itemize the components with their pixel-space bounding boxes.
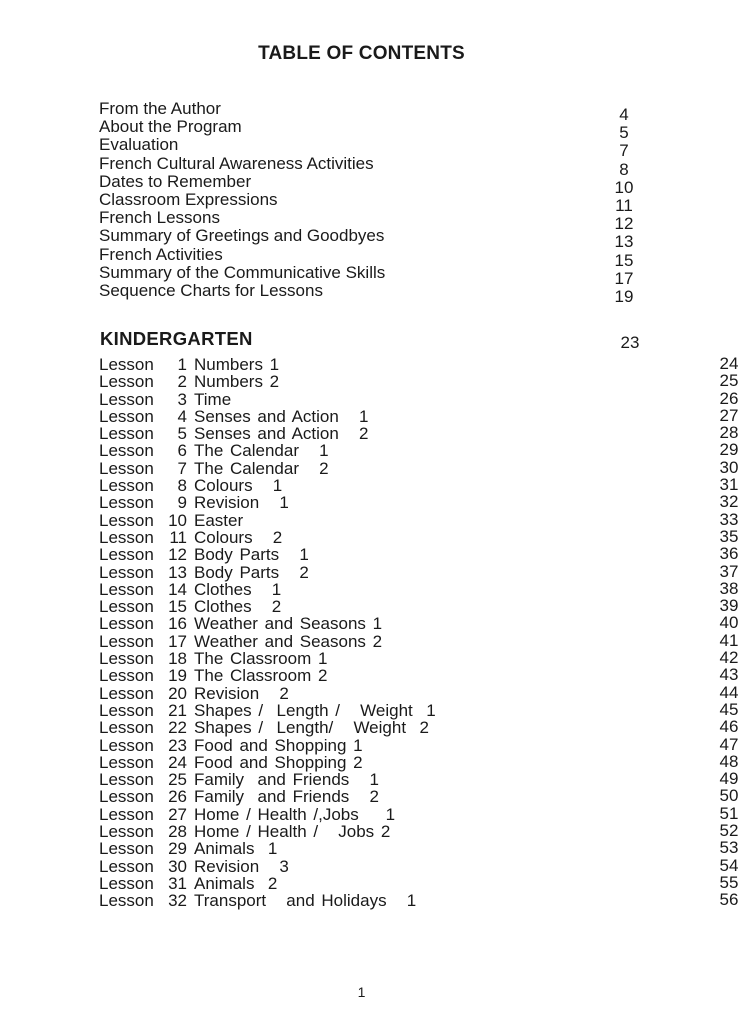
- lesson-title: Family and Friends 1: [194, 770, 379, 790]
- lesson-word: Lesson: [99, 873, 154, 893]
- lesson-title: Revision 2: [194, 683, 289, 703]
- lesson-entry: [99, 613, 739, 634]
- lesson-entry: [99, 457, 739, 478]
- lesson-entry: [99, 423, 739, 444]
- lesson-title: Easter: [194, 510, 244, 530]
- lesson-entry: [99, 699, 739, 720]
- page-title: TABLE OF CONTENTS: [258, 43, 465, 64]
- lesson-number: 6: [177, 441, 187, 461]
- lesson-title: Weather and Seasons 1: [194, 614, 383, 634]
- lesson-title: Numbers 2: [194, 372, 280, 392]
- lesson-number: 29: [168, 839, 187, 859]
- toc-entry: [99, 208, 649, 234]
- lesson-word: Lesson: [99, 597, 154, 617]
- lesson-page-number: 42: [719, 648, 739, 668]
- lesson-number: 5: [177, 424, 187, 444]
- lesson-entry: [99, 786, 739, 807]
- toc-entry-page: 8: [619, 159, 629, 179]
- lesson-number: 26: [168, 787, 187, 807]
- lesson-word: Lesson: [99, 510, 154, 530]
- toc-entry-page: 19: [614, 286, 634, 306]
- lesson-entry: [99, 855, 739, 876]
- lesson-entry: [99, 682, 739, 703]
- lesson-page-number: 41: [719, 630, 739, 650]
- toc-entry-label: Sequence Charts for Lessons: [99, 280, 323, 300]
- lesson-word: Lesson: [99, 752, 154, 772]
- toc-entry: [99, 135, 649, 161]
- lesson-title: The Classroom 2: [194, 666, 328, 686]
- lesson-page-number: 25: [719, 371, 739, 391]
- lesson-page-number: 45: [719, 699, 739, 719]
- lesson-word: Lesson: [99, 527, 154, 547]
- lesson-title: The Calendar 2: [194, 458, 329, 478]
- lesson-entry: [99, 838, 739, 859]
- lesson-entry: [99, 872, 739, 893]
- lesson-word: Lesson: [99, 839, 154, 859]
- lesson-word: Lesson: [99, 406, 154, 426]
- lesson-page-number: 37: [719, 561, 739, 581]
- lesson-entry: [99, 665, 739, 686]
- lesson-number: 24: [168, 752, 187, 772]
- lesson-number: 31: [168, 873, 187, 893]
- lesson-entry: [99, 561, 739, 582]
- lesson-entry: [99, 648, 739, 669]
- lesson-entry: [99, 475, 739, 496]
- lesson-word: Lesson: [99, 666, 154, 686]
- lesson-number: 23: [168, 735, 187, 755]
- lesson-title: Clothes 1: [194, 579, 282, 599]
- lesson-entry: [99, 596, 739, 617]
- lesson-page-number: 40: [719, 613, 739, 633]
- lesson-page-number: 31: [719, 475, 739, 495]
- lesson-number: 28: [168, 822, 187, 842]
- lesson-entry: [99, 405, 739, 426]
- lesson-number: 21: [168, 700, 187, 720]
- lesson-page-number: 26: [719, 388, 739, 408]
- toc-entry-page: 17: [614, 268, 634, 288]
- toc-entry-page: 7: [619, 141, 629, 161]
- lesson-title: The Classroom 1: [194, 649, 328, 669]
- lesson-number: 17: [168, 631, 187, 651]
- lesson-title: Animals 2: [194, 873, 278, 893]
- lesson-title: Numbers 1: [194, 355, 280, 374]
- lesson-word: Lesson: [99, 372, 154, 392]
- lesson-number: 20: [168, 683, 187, 703]
- toc-entry-label: Summary of the Communicative Skills: [99, 262, 386, 282]
- lesson-entry: [99, 354, 739, 374]
- lesson-entry: [99, 371, 739, 392]
- lesson-title: Weather and Seasons 2: [194, 631, 383, 651]
- toc-entry: [99, 244, 649, 270]
- toc-entry-label: French Lessons: [99, 208, 220, 228]
- lesson-word: Lesson: [99, 700, 154, 720]
- lesson-word: Lesson: [99, 458, 154, 478]
- lesson-title: Senses and Action 2: [194, 424, 369, 444]
- toc-entry: [99, 226, 649, 252]
- toc-intro-list: [99, 99, 649, 306]
- lesson-word: Lesson: [99, 355, 154, 374]
- lesson-entry: [99, 544, 739, 565]
- lesson-entry: [99, 526, 739, 547]
- lesson-entry: [99, 388, 739, 409]
- lesson-page-number: 30: [719, 457, 739, 477]
- toc-entry-page: 11: [615, 195, 633, 215]
- lesson-title: Animals 1: [194, 839, 278, 859]
- lesson-entry: [99, 578, 739, 599]
- footer-page-number: 1: [357, 984, 366, 1000]
- lesson-entry: [99, 492, 739, 513]
- lesson-page-number: 52: [719, 821, 739, 841]
- lesson-page-number: 50: [719, 786, 739, 806]
- lesson-word: Lesson: [99, 476, 154, 496]
- lesson-title: Family and Friends 2: [194, 787, 379, 807]
- lesson-word: Lesson: [99, 718, 154, 738]
- lesson-page-number: 53: [719, 838, 739, 858]
- lesson-list: [99, 354, 739, 911]
- lesson-title: Transport and Holidays 1: [194, 891, 417, 911]
- lesson-page-number: 24: [719, 354, 739, 373]
- lesson-title: Food and Shopping 1: [194, 735, 363, 755]
- lesson-page-number: 48: [719, 751, 739, 771]
- lesson-entry: [99, 717, 739, 738]
- toc-entry: [99, 99, 649, 124]
- lesson-entry: [99, 769, 739, 790]
- lesson-number: 7: [177, 458, 187, 478]
- lesson-page-number: 29: [719, 440, 739, 460]
- lesson-page-number: 43: [719, 665, 739, 685]
- lesson-word: Lesson: [99, 787, 154, 807]
- lesson-number: 12: [168, 545, 187, 565]
- lesson-page-number: 36: [719, 544, 739, 564]
- section-heading: KINDERGARTEN: [100, 328, 253, 349]
- lesson-title: Senses and Action 1: [194, 406, 369, 426]
- lesson-number: 1: [177, 355, 187, 374]
- lesson-number: 25: [168, 770, 187, 790]
- toc-entry-label: French Cultural Awareness Activities: [99, 153, 374, 173]
- lesson-page-number: 56: [719, 890, 739, 910]
- lesson-number: 9: [177, 493, 187, 513]
- lesson-title: Time: [194, 389, 232, 409]
- lesson-word: Lesson: [99, 856, 154, 876]
- lesson-title: Clothes 2: [194, 597, 282, 617]
- lesson-entry: [99, 630, 739, 651]
- section-page-number: 23: [620, 333, 640, 352]
- lesson-word: Lesson: [99, 891, 154, 911]
- lesson-title: Home / Health /,Jobs 1: [194, 804, 396, 824]
- lesson-page-number: 54: [719, 855, 739, 875]
- lesson-entry: [99, 803, 739, 824]
- toc-entry-label: Dates to Remember: [99, 171, 252, 191]
- lesson-number: 22: [168, 718, 187, 738]
- lesson-page-number: 51: [719, 803, 739, 823]
- lesson-word: Lesson: [99, 649, 154, 669]
- lesson-word: Lesson: [99, 493, 154, 513]
- lesson-title: Body Parts 1: [194, 545, 309, 565]
- toc-entry-page: 12: [614, 214, 634, 234]
- toc-entry: [99, 262, 649, 288]
- lesson-word: Lesson: [99, 822, 154, 842]
- lesson-entry: [99, 509, 739, 530]
- lesson-word: Lesson: [99, 579, 154, 599]
- toc-entry-label: From the Author: [99, 99, 221, 118]
- lesson-entry: [99, 890, 739, 911]
- lesson-word: Lesson: [99, 424, 154, 444]
- toc-entry: [99, 153, 649, 179]
- toc-entry-label: About the Program: [99, 117, 242, 137]
- toc-entry-page: 4: [619, 105, 629, 124]
- toc-entry: [99, 280, 649, 306]
- toc-entry-label: French Activities: [99, 244, 223, 264]
- lesson-word: Lesson: [99, 735, 154, 755]
- lesson-title: Food and Shopping 2: [194, 752, 363, 772]
- lesson-title: Colours 1: [194, 476, 283, 496]
- toc-entry-page: 5: [619, 123, 629, 143]
- lesson-number: 18: [168, 649, 187, 669]
- lesson-word: Lesson: [99, 441, 154, 461]
- lesson-page-number: 44: [719, 682, 739, 702]
- lesson-word: Lesson: [99, 631, 154, 651]
- lesson-entry: [99, 440, 739, 461]
- lesson-number: 27: [168, 804, 187, 824]
- lesson-number: 30: [168, 856, 187, 876]
- lesson-page-number: 49: [719, 769, 739, 789]
- toc-entry-page: 10: [614, 177, 634, 197]
- toc-entry: [99, 189, 649, 215]
- lesson-word: Lesson: [99, 562, 154, 582]
- lesson-word: Lesson: [99, 683, 154, 703]
- lesson-number: 10: [168, 510, 187, 530]
- lesson-number: 15: [168, 597, 187, 617]
- lesson-title: Shapes / Length/ Weight 2: [194, 718, 429, 738]
- lesson-page-number: 32: [719, 492, 739, 512]
- lesson-number: 32: [168, 891, 187, 911]
- lesson-number: 11: [169, 527, 187, 547]
- lesson-number: 8: [177, 476, 187, 496]
- lesson-page-number: 27: [719, 405, 739, 425]
- lesson-page-number: 46: [719, 717, 739, 737]
- lesson-word: Lesson: [99, 804, 154, 824]
- lesson-title: The Calendar 1: [194, 441, 329, 461]
- toc-entry-label: Classroom Expressions: [99, 189, 278, 209]
- toc-entry: [99, 171, 649, 197]
- lesson-page-number: 38: [719, 578, 739, 598]
- lesson-title: Shapes / Length / Weight 1: [194, 700, 436, 720]
- lesson-entry: [99, 734, 739, 755]
- lesson-number: 4: [177, 406, 187, 426]
- lesson-word: Lesson: [99, 614, 154, 634]
- lesson-number: 3: [177, 389, 187, 409]
- lesson-word: Lesson: [99, 545, 154, 565]
- toc-entry-page: 15: [614, 250, 634, 270]
- lesson-number: 19: [168, 666, 187, 686]
- lesson-page-number: 35: [719, 526, 739, 546]
- lesson-page-number: 33: [719, 509, 739, 529]
- lesson-number: 13: [168, 562, 187, 582]
- lesson-number: 16: [168, 614, 187, 634]
- lesson-page-number: 55: [719, 872, 739, 892]
- toc-entry-page: 13: [614, 232, 634, 252]
- lesson-word: Lesson: [99, 389, 154, 409]
- lesson-page-number: 39: [719, 596, 739, 616]
- lesson-word: Lesson: [99, 770, 154, 790]
- lesson-title: Revision 3: [194, 856, 289, 876]
- lesson-page-number: 28: [719, 423, 739, 443]
- toc-entry-label: Evaluation: [99, 135, 179, 155]
- lesson-number: 14: [168, 579, 187, 599]
- lesson-title: Home / Health / Jobs 2: [194, 822, 391, 842]
- lesson-number: 2: [177, 372, 187, 392]
- toc-entry: [99, 117, 649, 143]
- lesson-title: Colours 2: [194, 527, 283, 547]
- lesson-title: Body Parts 2: [194, 562, 309, 582]
- lesson-title: Revision 1: [194, 493, 289, 513]
- lesson-entry: [99, 751, 739, 772]
- toc-entry-label: Summary of Greetings and Goodbyes: [99, 226, 385, 246]
- lesson-page-number: 47: [719, 734, 739, 754]
- lesson-entry: [99, 821, 739, 842]
